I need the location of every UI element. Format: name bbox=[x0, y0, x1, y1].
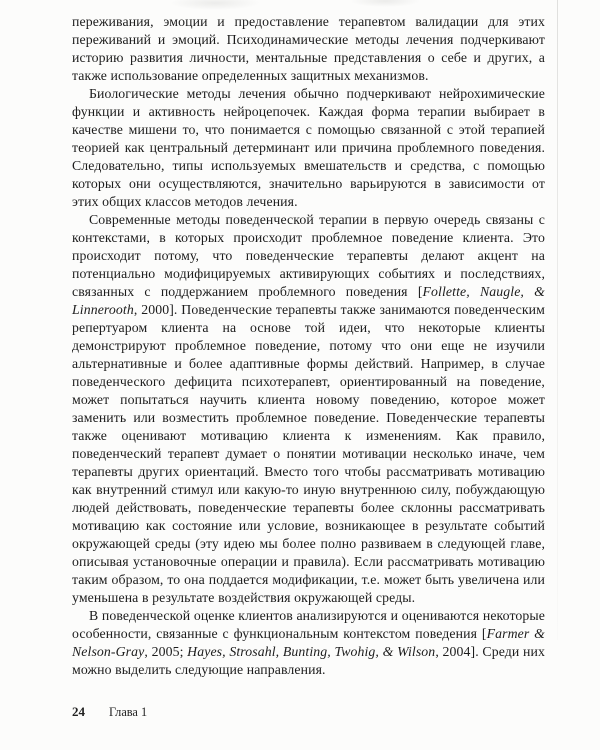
scan-smudge bbox=[170, 0, 260, 10]
paragraph bbox=[72, 211, 545, 607]
paragraph bbox=[72, 607, 545, 679]
paragraph-text: переживания, эмоции и предоставление терапевтом валидации для этих переживаний и эмоций. Психодинамические методы лечения подчеркивают историю развития личности, ментальные представления о себе и других, а также использование определенных защитных механизмов. bbox=[72, 14, 545, 83]
paragraph-text: Биологические методы лечения обычно подчеркивают нейрохимические функции и активность нейроцепочек. Каждая форма терапии выбирает в качестве мишени то, что понимается с помощью связанной с этой терапией теорией как центральный детерминант или причина проблемного поведения. Следовательно, типы используемых вмешательств и средства, с помощью которых они осуществляются, значительно варьируются в зависимости от этих общих классов методов лечения. bbox=[72, 86, 545, 209]
paragraph-text: , 2000]. Поведенческие терапевты также занимаются поведенческим репертуаром клиента на основе той идеи, что некоторые клиенты демонстрируют проблемное поведение, потому что они еще не изучили альтернативные и более адаптивные формы действий. Например, в случае поведенческого дефицита психотерапевт, ориентированный на поведение, может попытаться научить клиента новому поведению, которое может заменить или возместить проблемное поведение. Поведенческие терапевты также оценивают мотивацию клиента к изменениям. Как правило, поведенческий терапевт думает о понятии мотивации несколько иначе, чем терапевты других ориентаций. Вместо того чтобы рассматривать мотивацию как внутренний стимул или какую-то иную внутреннюю силу, побуждающую людей действовать, поведенческие терапевты более склонны рассматривать мотивацию как состояние или условие, возникающее в результате событий окружающей среды (эту идею мы более полно развиваем в следующей главе, описывая установочные операции и правила). Если рассматривать мотивацию таким образом, то она поддается модификации, т.е. может быть увеличена или уменьшена в результате воздействия окружающей среды. bbox=[72, 302, 545, 605]
paragraph-text: В поведенческой оценке клиентов анализируются и оцениваются некоторые особенности, связанные с функциональным контекстом поведения [ bbox=[72, 608, 545, 641]
citation-authors: Follette, Naugle, & Linnerooth bbox=[72, 284, 545, 317]
text-block bbox=[72, 13, 545, 679]
page-number: 24 bbox=[72, 704, 85, 719]
paragraph bbox=[72, 85, 545, 211]
paragraph-text: Современные методы поведенческой терапии в первую очередь связаны с контекстами, в которых происходит проблемное поведение клиента. Это происходит потому, что поведенческие терапевты делают акцент на потенциально модифицируемых активирующих событиях и последствиях, связанных с поддержанием проблемного поведения [ bbox=[72, 212, 545, 299]
page-edge-scan-line bbox=[557, 0, 558, 640]
paragraph-text: , 2005; bbox=[144, 644, 188, 659]
scan-smudge bbox=[350, 0, 420, 7]
paragraph bbox=[72, 13, 545, 85]
paragraph-text: , 2004]. Среди них можно выделить следующие направления. bbox=[72, 644, 545, 677]
citation-authors: Farmer & Nelson-Gray bbox=[72, 626, 545, 659]
citation-authors: Hayes, Strosahl, Bunting, Twohig, & Wilson bbox=[187, 644, 436, 659]
chapter-label: Глава 1 bbox=[109, 705, 148, 719]
footer bbox=[72, 704, 545, 720]
